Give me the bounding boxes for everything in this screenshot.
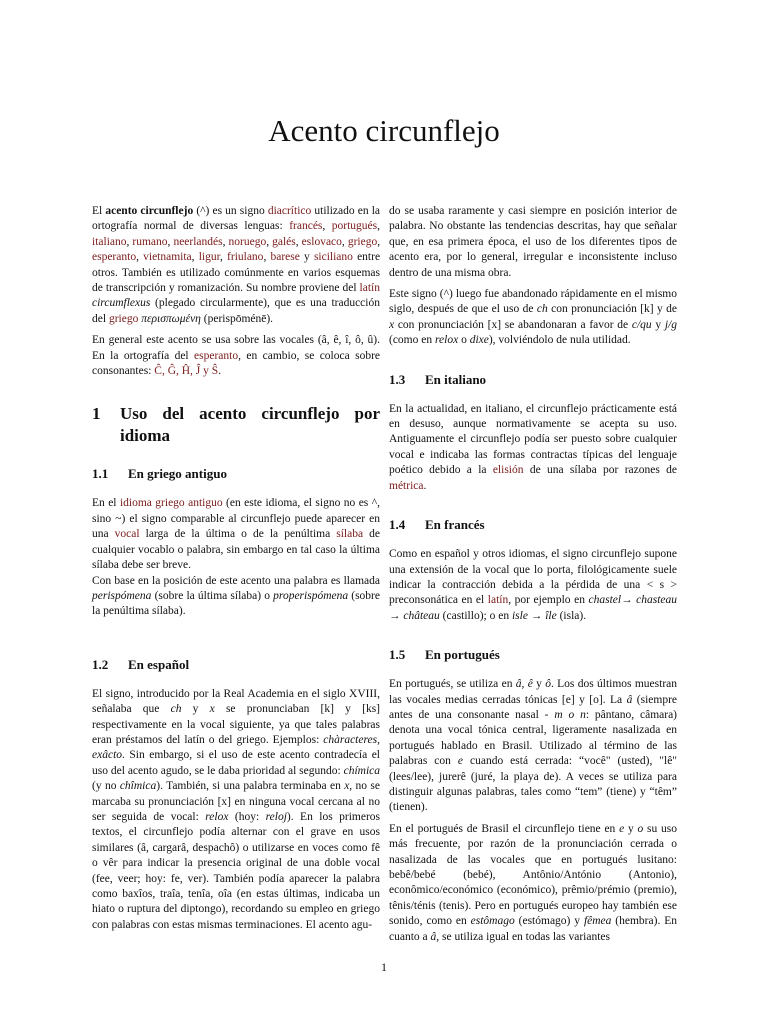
griego-paragraph-2: Con base en la posición de este acento una palabra es llamada perispómena (sobre la última sílaba) o properispómena (sobre la penúltima sílaba). [92,574,380,618]
brasil-paragraph: En el portugués de Brasil el circunflejo tiene en e y o su uso más frecuente, por razón de la pronunciación cerrada o nasalizada de las vocales que en portugués lusitano: bebê/bebé (bebé), Antônio/António (Antonio), econômico/económico (económico), prêmio/prémio (premio), tênis/ténis (tenis). Pero en portugués europeo hay también ese sonido, como en estômago (estómago) y fêmea (hembra). En cuanto a â, se utiliza igual en todas las variantes [389,822,678,943]
link-metrica[interactable]: métrica [389,479,424,492]
link-ligur[interactable]: ligur [198,251,220,264]
link-portugues[interactable]: portugués [331,220,378,233]
link-rumano[interactable]: rumano [132,235,168,248]
espanol-continued-paragraph: do se usaba raramente y casi siempre en posición interior de palabra. No obstante las tendencias descritas, hay que señalar que, en esa primera época, el uso de los diferentes tipos de acento era, por lo general, irregular e inconsistente incluso dentro de una misma obra. [389,205,677,279]
link-eslovaco[interactable]: eslovaco [301,235,342,248]
link-griego-2[interactable]: griego [108,312,139,325]
link-siciliano[interactable]: siciliano [313,251,353,264]
page-number: 1 [381,960,387,974]
portugues-paragraph: En portugués, se utiliza en â, ê y ô. Los dos últimos muestran las vocales medias cerradas tónicas [e] y [o]. La â (siempre antes de una consonante nasal - m o n: pântano, câmara) denota una vocal tónica central, ligeramente nasalizada en portugués hablado en Brasil. Utilizado al término de las palabras con e cuando está cerrada: “você" (usted), "lê" (lees/lee), jurerê (juré, la playa de). A veces se utiliza para distinguir algunas palabras, tales como “tem” (tiene) y “têm” (tienen). [389,678,678,814]
link-vocal[interactable]: vocal [114,528,140,541]
link-gales[interactable]: galés [272,235,296,248]
intro-paragraph: El acento circunflejo (^) es un signo diacrítico utilizado en la ortografía normal de diversas lenguas: francés, portugués, italiano, rumano, neerlandés, noruego, galés, eslovaco, griego, esperanto, vietnamita, ligur, friulano, barese y siciliano entre otros. También es utilizado comúnmente en varios esquemas de transcripción y romanización. Su nombre proviene del latín circumflexus (plegado circularmente), que es una traducción del griego περισπωμένη (perispōménē). [92,205,381,325]
link-vietnamita[interactable]: vietnamita [143,251,192,264]
link-latin-2[interactable]: latín [487,594,509,607]
vowels-paragraph: En general este acento se usa sobre las vocales (â, ê, î, ô, û). En la ortografía del esperanto, en cambio, se coloca sobre consonantes: Ĉ, Ĝ, Ĥ, Ĵ y Ŝ. [92,334,381,378]
link-neerlandes[interactable]: neerlandés [173,235,223,248]
italiano-paragraph: En la actualidad, en italiano, el circunflejo prácticamente está en desuso, aunque normativamente se acepta su uso. Antiguamente el circunflejo podía ser puesto sobre cualquier vocal e indicaba las formas contractas típicas del lenguaje poético debido a la elisión de una sílaba por razones de métrica. [389,402,677,492]
left-column [92,204,380,939]
link-consonants[interactable]: Ĉ, Ĝ, Ĥ, Ĵ y Ŝ [154,365,219,378]
link-esperanto-2[interactable]: esperanto [194,349,239,362]
page-title: Acento circunflejo [268,113,500,148]
griego-paragraph: En el idioma griego antiguo (en este idioma, el signo no es ^, sino ~) el signo comparable al circunflejo puede aparecer en una vocal larga de la última o de la penúltima sílaba de cualquier vocablo o palabra, sin embargo en tal caso la última sílaba debe ser breve. [92,497,381,572]
section-heading-1-1: 1.1 En griego antiguo [92,466,227,482]
link-noruego[interactable]: noruego [228,235,267,248]
right-column [389,204,677,951]
link-idioma-griego[interactable]: idioma griego antiguo [119,497,223,510]
link-frances[interactable]: francés [289,220,323,233]
section-heading-1-4: 1.4 En francés [389,517,485,533]
link-italiano[interactable]: italiano [92,235,127,248]
link-latin[interactable]: latín [359,282,380,295]
frances-paragraph: Como en español y otros idiomas, el signo circunflejo supone una extensión de la vocal que lo porta, filológicamente suele indicar la contracción debida a la pérdida de una < s > preconsonática en el latín, por ejemplo en chastel→ chasteau → château (castillo); o en isle → île (isla). [389,548,678,622]
section-heading-1-5: 1.5 En portugués [389,647,500,663]
espanol-paragraph: El signo, introducido por la Real Academia en el siglo XVIII, señalaba que ch y x se pronunciaban [k] y [ks] respectivamente en la vocal siguiente, ya que tales palabras eran préstamos del latín o del griego. Ejemplos: chàracteres, exâcto. Sin embargo, si el uso de este acento contradecía el uso del acento agudo, se le daba prioridad al segundo: chímica (y no chîmica). También, si una palabra terminaba en x, no se marcaba su pronunciación [x] en ninguna vocal cercana al no ser seguida de vocal: relox (hoy: reloj). En los primeros textos, el circunflejo podía alternar con el grave en usos similares (â, cargarâ, despachô) o utilizarse en voces como fê o vêr para indicar la presencia original de una doble vocal (fee, veer; hoy: fe, ver). También podía aparecer la palabra como baxîos, traîa, tenîa, oîa (en estas últimas, indicaba un hiato o ruptura del diptongo), recordando su empleo en griego con palabras con estas mismas terminaciones. El acento agu- [92,687,380,931]
link-esperanto[interactable]: esperanto [92,251,137,264]
section-heading-1-3: 1.3 En italiano [389,371,487,387]
link-barese[interactable]: barese [270,251,300,264]
section-heading-1-2: 1.2 En español [92,656,190,672]
section-heading-1: 1 Uso del acento circunflejo por idioma [92,404,380,446]
link-elision[interactable]: elisión [492,464,524,477]
link-friulano[interactable]: friulano [227,251,264,264]
link-diacritico[interactable]: diacrítico [267,205,312,217]
link-silaba[interactable]: sílaba [336,528,364,541]
link-griego[interactable]: griego [347,235,378,248]
abandon-paragraph: Este signo (^) luego fue abandonado rápidamente en el mismo siglo, después de que el uso de ch con pronunciación [k] y de x con pronunciación [x] se abandonaran a favor de c/qu y j/g (como en relox o dixe), volviéndolo de nula utilidad. [389,288,677,347]
